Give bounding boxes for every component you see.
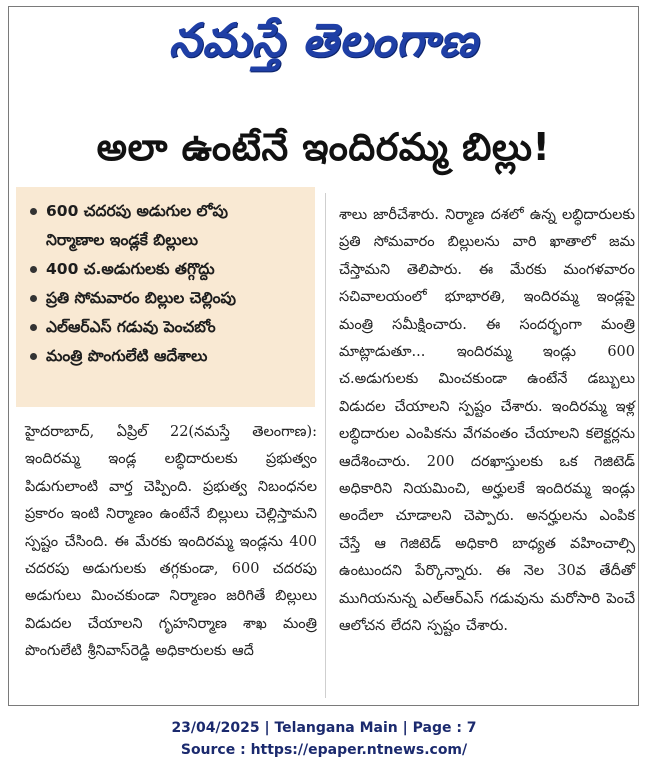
highlight-text: ప్రతి సోమవారం బిల్లుల చెల్లింపు: [46, 289, 236, 307]
highlight-item: [22, 342, 309, 371]
column-divider: [325, 193, 326, 698]
bullet-icon: [30, 208, 37, 215]
highlights-list: [22, 197, 309, 371]
highlight-text: 600 చదరపు అడుగుల లోపు: [46, 202, 228, 220]
highlight-item: [22, 313, 309, 342]
article-paragraph: హైదరాబాద్, ఏప్రిల్ 22(నమస్తే తెలంగాణ): ఇందిరమ్మ ఇండ్ల లబ్ధిదారులకు ప్రభుత్వం పిడుగులాంటి వార్త చెప్పింది. ప్రభుత్వ నిబంధనల ప్రకారం ఇంటి నిర్మాణం ఉంటేనే బిల్లులు చెల్లిస్తామని స్పష్టం చేసింది. ఈ మేరకు ఇందిరమ్మ ఇండ్లను 400 చదరపు అడుగులకు తగ్గకుండా, 600 చదరపు అడుగులు మించకుండా నిర్మాణం జరిగితే బిల్లులు విడుదల చేయాలని గృహనిర్మాణ శాఖ మంత్రి పొంగులేటి శ్రీనివాస్‌రెడ్డి అధికారులకు ఆదే: [25, 424, 317, 660]
bullet-icon: [30, 266, 37, 273]
highlights-box: [16, 187, 315, 407]
news-clipping: [8, 6, 639, 706]
source-footer: [0, 717, 648, 761]
bullet-icon: [30, 353, 37, 360]
edition-info: 23/04/2025 | Telangana Main | Page : 7: [171, 720, 477, 736]
bullet-icon: [30, 324, 37, 331]
highlight-text: 400 చ.అడుగులకు తగ్గొద్దు: [46, 260, 215, 278]
newspaper-masthead: నమస్తే తెలంగాణ: [168, 13, 479, 67]
highlight-item: [22, 255, 309, 284]
source-link: Source : https://epaper.ntnews.com/: [180, 742, 468, 758]
highlight-text: ఎల్‌ఆర్‌ఎస్ గడువు పెంచబోం: [46, 318, 216, 336]
article-headline: అలా ఉంటేనే ఇందిరమ్మ బిల్లు!: [96, 125, 551, 169]
bullet-icon: [30, 295, 37, 302]
highlight-item: [22, 284, 309, 313]
article-paragraph: శాలు జారీచేశారు. నిర్మాణ దశలో ఉన్న లబ్ధిదారులకు ప్రతి సోమవారం బిల్లులను వారి ఖాతాలో జమ చేస్తామని తెలిపారు. ఈ మేరకు మంగళవారం సచివాలయంలో భూభారతి, ఇందిరమ్మ ఇండ్లపై మంత్రి సమీక్షించారు. ఈ సందర్భంగా మంత్రి మాట్లాడుతూ... ఇందిరమ్మ ఇండ్లు 600 చ.అడుగులకు మించకుండా ఉంటేనే డబ్బులు విడుదల చేయాలని స్పష్టం చేశారు. ఇందిరమ్మ ఇళ్ల లబ్ధిదారుల ఎంపికను వేగవంతం చేయాలని కలెక్టర్లను ఆదేశించారు. 200 దరఖాస్తులకు ఒక గెజిటెడ్ అధికారిని నియమించి, అర్హులకే ఇందిరమ్మ ఇండ్లు అందేలా చూడాలని చెప్పారు. అనర్హులను ఎంపిక చేస్తే ఆ గెజిటెడ్ అధికారి బాధ్యత వహించాల్సి ఉంటుందని పేర్కొన్నారు. ఈ నెల 30వ తేదీతో ముగియనున్న ఎల్‌ఆర్‌ఎస్ గడువును మరోసారి పెంచే ఆలోచన లేదని స్పష్టం చేశారు.: [339, 207, 635, 635]
highlight-text: మంత్రి పొంగులేటి ఆదేశాలు: [46, 347, 208, 365]
highlight-item: [22, 197, 309, 255]
highlight-text-continued: నిర్మాణాల ఇండ్లకే బిల్లులు: [46, 231, 198, 249]
article-body-left-column: [25, 419, 317, 666]
article-body-right-column: [339, 202, 635, 641]
